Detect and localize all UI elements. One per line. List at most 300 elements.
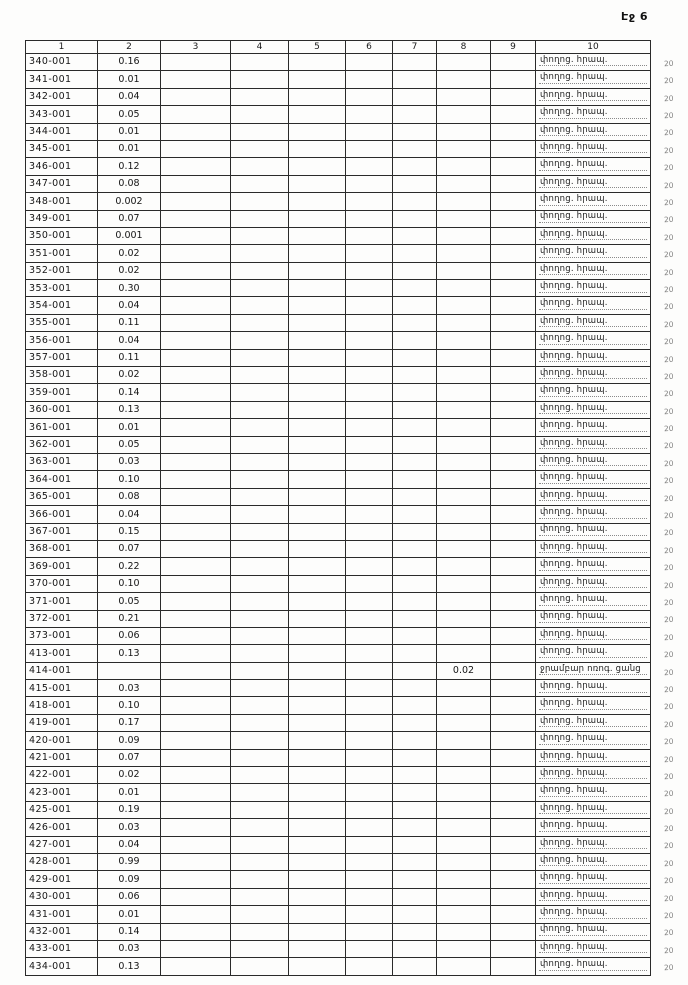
cell-col9 <box>491 732 536 749</box>
cell-col4 <box>231 401 289 418</box>
cell-col4 <box>231 54 289 71</box>
margin-mark: 20 <box>664 371 675 382</box>
cell-col6 <box>346 906 393 923</box>
note-text: փողոց. հրապ. <box>540 541 608 552</box>
column-header: 9 <box>491 41 536 54</box>
note-leader <box>539 507 647 519</box>
note-leader <box>539 646 647 658</box>
note-text: փողոց. հրապ. <box>540 437 608 448</box>
note-leader <box>539 733 647 745</box>
cell-col6 <box>346 871 393 888</box>
note-text: փողոց. հրապ. <box>540 298 608 309</box>
cell-col3 <box>161 297 231 314</box>
cell-note <box>536 836 675 853</box>
table-row <box>26 767 651 784</box>
cell-col3 <box>161 714 231 731</box>
note-leader <box>539 281 647 293</box>
table-row <box>26 471 651 488</box>
note-leader <box>539 524 647 536</box>
cell-col3 <box>161 662 231 679</box>
cell-col8 <box>437 367 491 384</box>
table-row <box>26 54 651 71</box>
cell-col9 <box>491 871 536 888</box>
cell-col8 <box>437 627 491 644</box>
cell-col8 <box>437 819 491 836</box>
margin-mark: 20 <box>664 319 675 329</box>
cell-col6 <box>346 714 393 731</box>
cell-col5 <box>289 332 346 349</box>
cell-col8 <box>437 453 491 470</box>
cell-col9 <box>491 227 536 244</box>
cell-col5 <box>289 958 346 975</box>
cell-col5 <box>289 732 346 749</box>
cell-col3 <box>161 436 231 453</box>
cell-col9 <box>491 784 536 801</box>
note-text: փողոց. հրապ. <box>540 141 608 152</box>
cell-col7 <box>393 923 437 940</box>
cell-col3 <box>161 419 231 436</box>
cell-code: 428-001 <box>26 853 98 870</box>
cell-col9 <box>491 71 536 88</box>
margin-mark: 20 <box>664 336 675 347</box>
table-row <box>26 123 651 140</box>
cell-col6 <box>346 488 393 505</box>
note-leader <box>539 838 647 850</box>
cell-col6 <box>346 401 393 418</box>
cell-value: 0.99 <box>98 853 161 870</box>
cell-col7 <box>393 767 437 784</box>
cell-col6 <box>346 819 393 836</box>
cell-col4 <box>231 506 289 523</box>
note-text: փողոց. հրապ. <box>540 211 608 222</box>
cell-col3 <box>161 245 231 262</box>
cell-col5 <box>289 401 346 418</box>
cell-col3 <box>161 610 231 627</box>
cell-col4 <box>231 280 289 297</box>
margin-mark: 20 <box>664 928 675 938</box>
table-row <box>26 836 651 853</box>
margin-mark: 20 <box>664 823 675 834</box>
note-text: փողոց. հրապ. <box>540 367 608 378</box>
margin-mark: 20 <box>664 476 675 486</box>
cell-note <box>536 210 675 227</box>
cell-code: 414-001 <box>26 662 98 679</box>
cell-code: 352-001 <box>26 262 98 279</box>
cell-code: 350-001 <box>26 227 98 244</box>
cell-col6 <box>346 958 393 975</box>
note-leader <box>539 368 647 380</box>
cell-code: 426-001 <box>26 819 98 836</box>
note-leader <box>539 542 647 554</box>
cell-col7 <box>393 784 437 801</box>
cell-col5 <box>289 575 346 592</box>
cell-col3 <box>161 575 231 592</box>
cell-col4 <box>231 488 289 505</box>
cell-col7 <box>393 401 437 418</box>
note-text: փողոց. հրապ. <box>540 559 608 570</box>
table-row <box>26 140 651 157</box>
table-row <box>26 627 651 644</box>
cell-code: 423-001 <box>26 784 98 801</box>
table-row <box>26 749 651 766</box>
cell-col7 <box>393 123 437 140</box>
table-row <box>26 453 651 470</box>
note-text: փողոց. հրապ. <box>540 489 608 500</box>
margin-mark: 20 <box>664 232 675 243</box>
cell-note <box>536 888 675 905</box>
cell-col5 <box>289 367 346 384</box>
cell-value: 0.12 <box>98 158 161 175</box>
cell-col5 <box>289 506 346 523</box>
margin-mark: 20 <box>664 684 675 695</box>
cell-col8 <box>437 314 491 331</box>
cell-col7 <box>393 697 437 714</box>
cell-col9 <box>491 106 536 123</box>
cell-col7 <box>393 436 437 453</box>
cell-col4 <box>231 175 289 192</box>
cell-col3 <box>161 958 231 975</box>
cell-note <box>536 245 675 262</box>
table-row <box>26 940 651 957</box>
cell-col6 <box>346 767 393 784</box>
table-row <box>26 210 651 227</box>
cell-note <box>536 784 675 801</box>
cell-value: 0.21 <box>98 610 161 627</box>
note-text: փողոց. հրապ. <box>540 385 608 396</box>
cell-col7 <box>393 88 437 105</box>
cell-col3 <box>161 732 231 749</box>
cell-col9 <box>491 506 536 523</box>
cell-col7 <box>393 558 437 575</box>
note-text: փողոց. հրապ. <box>540 924 608 935</box>
cell-col8 <box>437 140 491 157</box>
margin-mark: 20 <box>664 771 675 782</box>
column-header: 1 <box>26 41 98 54</box>
cell-col8 <box>437 506 491 523</box>
cell-col4 <box>231 71 289 88</box>
cell-col9 <box>491 627 536 644</box>
table-row <box>26 175 651 192</box>
cell-col5 <box>289 245 346 262</box>
cell-value: 0.02 <box>98 245 161 262</box>
cell-value: 0.03 <box>98 819 161 836</box>
cell-col4 <box>231 349 289 366</box>
cell-col4 <box>231 645 289 662</box>
table-row <box>26 923 651 940</box>
cell-col5 <box>289 314 346 331</box>
note-text: ջրամբար ոռոգ. ցանց <box>540 663 641 674</box>
cell-col6 <box>346 610 393 627</box>
cell-col6 <box>346 419 393 436</box>
table-row <box>26 714 651 731</box>
cell-col7 <box>393 471 437 488</box>
cell-col3 <box>161 940 231 957</box>
note-leader <box>539 420 647 432</box>
cell-col7 <box>393 523 437 540</box>
cell-col9 <box>491 610 536 627</box>
cell-col6 <box>346 888 393 905</box>
cell-value: 0.14 <box>98 384 161 401</box>
cell-code: 361-001 <box>26 419 98 436</box>
cell-col4 <box>231 193 289 210</box>
cell-col7 <box>393 888 437 905</box>
cell-col3 <box>161 471 231 488</box>
cell-value: 0.08 <box>98 488 161 505</box>
cell-code: 341-001 <box>26 71 98 88</box>
margin-mark: 20 <box>664 58 675 69</box>
cell-col8 <box>437 958 491 975</box>
cell-col9 <box>491 419 536 436</box>
cell-col3 <box>161 349 231 366</box>
note-text: փողոց. հրապ. <box>540 628 608 639</box>
cell-col4 <box>231 714 289 731</box>
note-text: փողոց. հրապ. <box>540 733 608 744</box>
cell-col3 <box>161 123 231 140</box>
cell-col9 <box>491 488 536 505</box>
column-header: 4 <box>231 41 289 54</box>
cell-col4 <box>231 784 289 801</box>
cell-col7 <box>393 488 437 505</box>
note-leader <box>539 72 647 84</box>
note-text: փողոց. հրապ. <box>540 54 608 65</box>
cell-value: 0.01 <box>98 906 161 923</box>
cell-col7 <box>393 332 437 349</box>
margin-mark: 20 <box>664 180 675 190</box>
table-row <box>26 506 651 523</box>
table-row <box>26 71 651 88</box>
cell-code: 347-001 <box>26 175 98 192</box>
cell-code: 343-001 <box>26 106 98 123</box>
note-leader <box>539 438 647 450</box>
cell-col5 <box>289 54 346 71</box>
cell-col6 <box>346 384 393 401</box>
margin-mark: 20 <box>664 615 675 625</box>
note-leader <box>539 107 647 119</box>
note-text: փողոց. հրապ. <box>540 889 608 900</box>
cell-col3 <box>161 784 231 801</box>
note-leader <box>539 177 647 189</box>
cell-code: 422-001 <box>26 767 98 784</box>
cell-value: 0.05 <box>98 593 161 610</box>
cell-col5 <box>289 940 346 957</box>
cell-col9 <box>491 958 536 975</box>
cell-col3 <box>161 540 231 557</box>
cell-code: 373-001 <box>26 627 98 644</box>
cell-col4 <box>231 819 289 836</box>
cell-col6 <box>346 349 393 366</box>
cell-col3 <box>161 871 231 888</box>
note-text: փողոց. հրապ. <box>540 176 608 187</box>
cell-col8 <box>437 384 491 401</box>
cell-col7 <box>393 140 437 157</box>
cell-col5 <box>289 906 346 923</box>
cell-note <box>536 558 675 575</box>
cell-col8 <box>437 940 491 957</box>
cell-value: 0.13 <box>98 958 161 975</box>
cell-col3 <box>161 767 231 784</box>
cell-col9 <box>491 88 536 105</box>
cell-col9 <box>491 471 536 488</box>
cell-col6 <box>346 923 393 940</box>
cell-code: 371-001 <box>26 593 98 610</box>
cell-note <box>536 106 675 123</box>
note-leader <box>539 820 647 832</box>
cell-col4 <box>231 749 289 766</box>
table-row <box>26 784 651 801</box>
margin-mark: 20 <box>664 128 675 138</box>
cell-col7 <box>393 540 437 557</box>
cell-col7 <box>393 210 437 227</box>
cell-col7 <box>393 384 437 401</box>
cell-col3 <box>161 140 231 157</box>
cell-code: 340-001 <box>26 54 98 71</box>
cell-code: 342-001 <box>26 88 98 105</box>
cell-code: 366-001 <box>26 506 98 523</box>
cell-col9 <box>491 262 536 279</box>
note-text: փողոց. հրապ. <box>540 124 608 135</box>
cell-value: 0.10 <box>98 471 161 488</box>
column-header: 6 <box>346 41 393 54</box>
cell-value: 0.01 <box>98 71 161 88</box>
table-row <box>26 384 651 401</box>
cell-col4 <box>231 662 289 679</box>
cell-col5 <box>289 627 346 644</box>
cell-col4 <box>231 88 289 105</box>
cell-col5 <box>289 749 346 766</box>
margin-mark: 20 <box>664 754 675 764</box>
cell-col7 <box>393 453 437 470</box>
cell-col5 <box>289 610 346 627</box>
table-row <box>26 401 651 418</box>
header-row <box>26 41 651 54</box>
cell-code: 357-001 <box>26 349 98 366</box>
cell-col5 <box>289 280 346 297</box>
cell-col9 <box>491 906 536 923</box>
cell-value <box>98 662 161 679</box>
cell-col7 <box>393 819 437 836</box>
cell-code: 360-001 <box>26 401 98 418</box>
note-text: փողոց. հրապ. <box>540 907 608 918</box>
cell-col8 <box>437 297 491 314</box>
cell-note <box>536 680 675 697</box>
cell-col3 <box>161 506 231 523</box>
table-row <box>26 193 651 210</box>
cell-col3 <box>161 332 231 349</box>
cell-col5 <box>289 436 346 453</box>
cell-col4 <box>231 836 289 853</box>
note-leader <box>539 351 647 363</box>
cell-col6 <box>346 627 393 644</box>
cell-col4 <box>231 940 289 957</box>
cell-col9 <box>491 175 536 192</box>
note-text: փողոց. հրապ. <box>540 767 608 778</box>
margin-mark: 20 <box>664 580 675 590</box>
cell-col9 <box>491 767 536 784</box>
cell-note <box>536 749 675 766</box>
cell-value: 0.04 <box>98 297 161 314</box>
note-leader <box>539 211 647 223</box>
cell-col5 <box>289 923 346 940</box>
cell-col5 <box>289 349 346 366</box>
note-leader <box>539 142 647 154</box>
table-body <box>26 54 675 976</box>
note-text: փողոց. հրապ. <box>540 611 608 622</box>
cell-col6 <box>346 558 393 575</box>
cell-col4 <box>231 419 289 436</box>
cell-col8 <box>437 280 491 297</box>
cell-col8 <box>437 88 491 105</box>
cell-value: 0.04 <box>98 88 161 105</box>
note-text: փողոց. հրապ. <box>540 72 608 83</box>
note-leader <box>539 264 647 276</box>
cell-col5 <box>289 714 346 731</box>
cell-note <box>536 297 675 314</box>
cell-col8 <box>437 349 491 366</box>
note-leader <box>539 577 647 589</box>
note-text: փողոց. հրապ. <box>540 750 608 761</box>
note-leader <box>539 559 647 571</box>
cell-col9 <box>491 575 536 592</box>
margin-mark: 20 <box>664 667 675 677</box>
cell-col6 <box>346 523 393 540</box>
cell-value: 0.06 <box>98 888 161 905</box>
cell-col4 <box>231 593 289 610</box>
note-leader <box>539 890 647 902</box>
cell-col3 <box>161 193 231 210</box>
cell-col9 <box>491 662 536 679</box>
cell-col8 <box>437 575 491 592</box>
cell-col7 <box>393 680 437 697</box>
cell-col5 <box>289 88 346 105</box>
cell-col8 <box>437 175 491 192</box>
note-leader <box>539 803 647 815</box>
cell-col3 <box>161 488 231 505</box>
cell-col6 <box>346 697 393 714</box>
cell-col7 <box>393 593 437 610</box>
cell-code: 425-001 <box>26 801 98 818</box>
table-row <box>26 871 651 888</box>
table-row <box>26 958 651 975</box>
cell-col4 <box>231 853 289 870</box>
cell-col9 <box>491 401 536 418</box>
margin-mark: 20 <box>664 789 675 799</box>
table-row <box>26 332 651 349</box>
cell-col5 <box>289 106 346 123</box>
cell-col8 <box>437 714 491 731</box>
cell-code: 363-001 <box>26 453 98 470</box>
cell-code: 434-001 <box>26 958 98 975</box>
cell-col4 <box>231 575 289 592</box>
note-leader <box>539 472 647 484</box>
cell-col8 <box>437 732 491 749</box>
margin-mark: 20 <box>664 736 675 747</box>
column-header: 10 <box>536 41 651 54</box>
note-leader <box>539 959 647 971</box>
margin-mark: 20 <box>664 510 675 521</box>
cell-col3 <box>161 697 231 714</box>
margin-mark: 20 <box>664 702 675 712</box>
cell-col5 <box>289 453 346 470</box>
cell-col7 <box>393 349 437 366</box>
cell-col3 <box>161 923 231 940</box>
cell-col5 <box>289 140 346 157</box>
column-header: 7 <box>393 41 437 54</box>
cell-col4 <box>231 436 289 453</box>
cell-col7 <box>393 367 437 384</box>
cell-col9 <box>491 714 536 731</box>
cell-col8 <box>437 540 491 557</box>
table-row <box>26 227 651 244</box>
